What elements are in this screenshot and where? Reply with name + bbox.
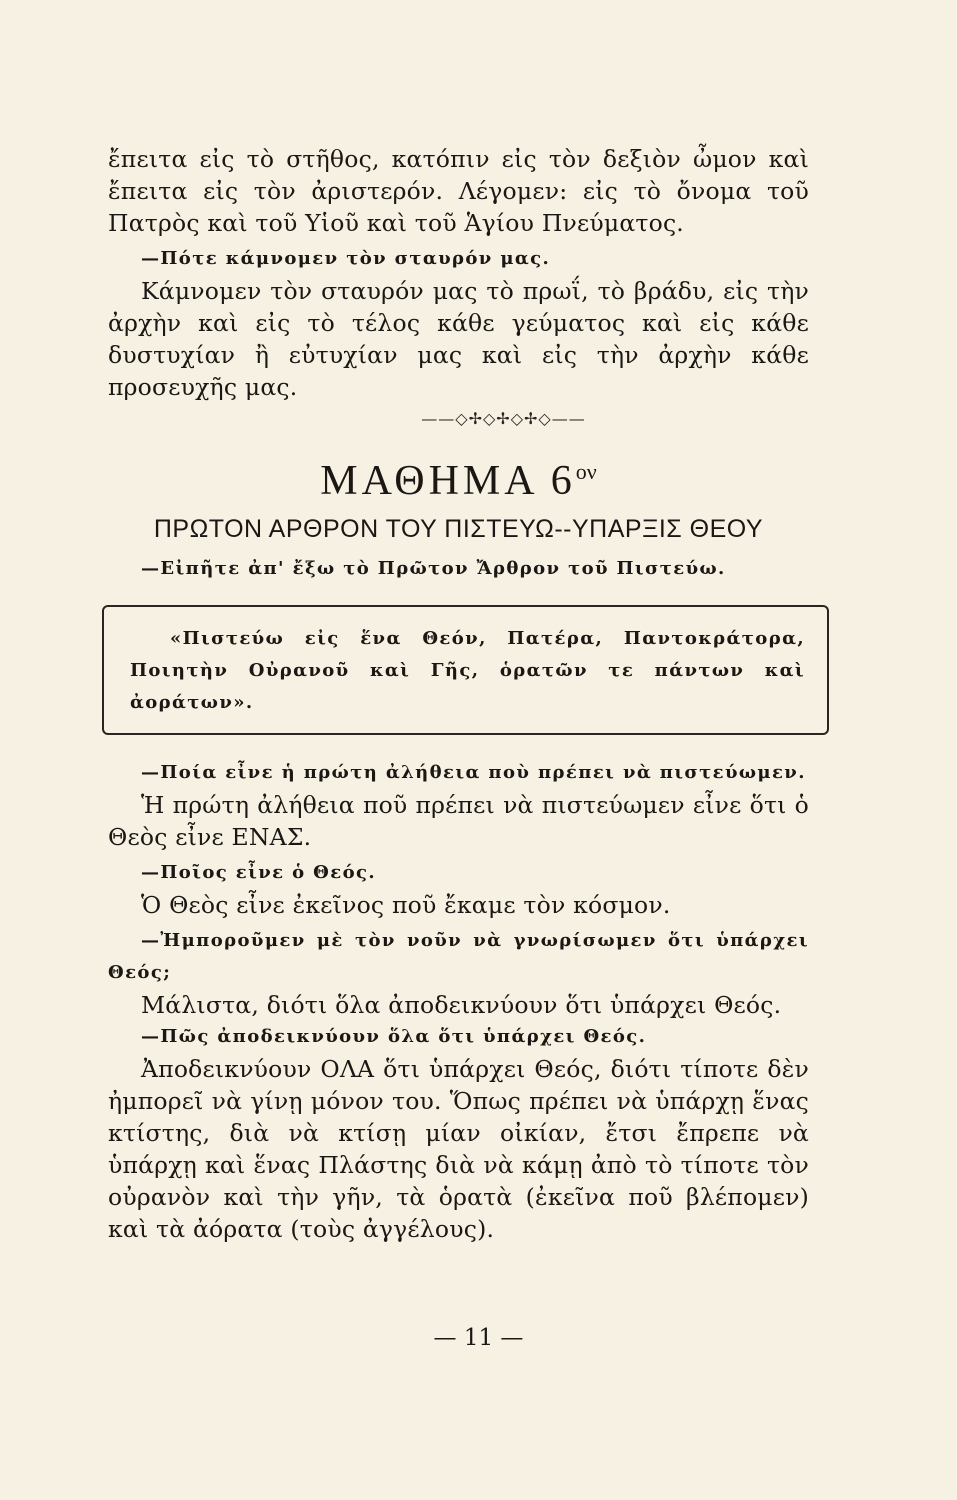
answer-when-cross: Κάμνομεν τὸν σταυρόν μας τὸ πρωΐ, τὸ βράδυ, εἰς τὴν ἀρχὴν καὶ εἰς τὸ τέλος κάθε γεύματος καὶ εἰς κάθε δυστυχίαν ἢ εὐτυχίαν μας καὶ εἰς τὴν ἀρχὴν κάθε προσευχῆς μας. (108, 277, 809, 401)
question-how-prove: —Πῶς ἀποδεικνύουν ὅλα ὅτι ὑπάρχει Θεός. (141, 1026, 647, 1047)
lesson-title-suffix: ον (575, 459, 597, 484)
creed-text: «Πιστεύω εἰς ἕνα Θεόν, Πατέρα, Παντοκράτορα, Ποιητὴν Οὐρανοῦ καὶ Γῆς, ὁρατῶν τε πάντων καὶ ἀοράτων». (130, 628, 805, 713)
answer-who-is-god: Ὁ Θεὸς εἶνε ἐκεῖνος ποῦ ἔκαμε τὸν κόσμον. (141, 891, 671, 919)
answer-can-we-know: Μάλιστα, διότι ὅλα ἀποδεικνύουν ὅτι ὑπάρχει Θεός. (141, 991, 782, 1019)
intro-paragraph: ἔπειτα εἰς τὸ στῆθος, κατόπιν εἰς τὸν δεξιὸν ὦμον καὶ ἔπειτα εἰς τὸν ἀριστερόν. Λέγομεν: εἰς τὸ ὄνομα τοῦ Πατρὸς καὶ τοῦ Υἱοῦ καὶ τοῦ Ἁγίου Πνεύματος. (108, 145, 809, 237)
lesson-subtitle: ΠΡΩΤΟΝ ΑΡΘΡΟΝ ΤΟΥ ΠΙΣΤΕΥΩ--ΥΠΑΡΞΙΣ ΘΕΟΥ (153, 515, 764, 543)
lesson-title (108, 450, 809, 503)
ornament-divider: ——◇✢◇✢◇✢◇—— (421, 409, 586, 428)
creed-box (102, 605, 829, 735)
question-first-truth: —Ποία εἶνε ἡ πρώτη ἀλήθεια ποὺ πρέπει νὰ πιστεύωμεν. (141, 762, 806, 783)
question-when-cross: —Πότε κάμνομεν τὸν σταυρόν μας. (141, 248, 551, 269)
answer-how-prove: Ἀποδεικνύουν ΟΛΑ ὅτι ὑπάρχει Θεός, διότι τίποτε δὲν ἠμπορεῖ νὰ γίνῃ μόνον του. Ὅπως πρέπει νὰ ὑπάρχῃ ἕνας κτίστης, διὰ νὰ κτίσῃ μίαν οἰκίαν, ἔτσι ἔπρεπε νὰ ὑπάρχῃ καὶ ἕνας Πλάστης διὰ νὰ κάμῃ ἀπὸ τὸ τίποτε τὸν οὐρανὸν καὶ τὴν γῆν, τὰ ὁρατὰ (ἐκεῖνα ποῦ βλέπομεν) καὶ τὰ ἀόρατα (τοὺς ἀγγέλους). (108, 1055, 809, 1243)
lesson-title-text: ΜΑΘΗΜΑ 6 (320, 458, 576, 504)
question-can-we-know: —Ἠμποροῦμεν μὲ τὸν νοῦν νὰ γνωρίσωμεν ὅτι ὑπάρχει Θεός; (108, 930, 809, 983)
answer-first-truth: Ἡ πρώτη ἀλήθεια ποῦ πρέπει νὰ πιστεύωμεν εἶνε ὅτι ὁ Θεὸς εἶνε ΕΝΑΣ. (108, 791, 809, 851)
question-who-is-god: —Ποῖος εἶνε ὁ Θεός. (141, 862, 377, 883)
page-number: — 11 — (433, 1325, 524, 1351)
question-first-article: —Εἰπῆτε ἀπ' ἔξω τὸ Πρῶτον Ἄρθρον τοῦ Πιστεύω. (141, 558, 726, 579)
